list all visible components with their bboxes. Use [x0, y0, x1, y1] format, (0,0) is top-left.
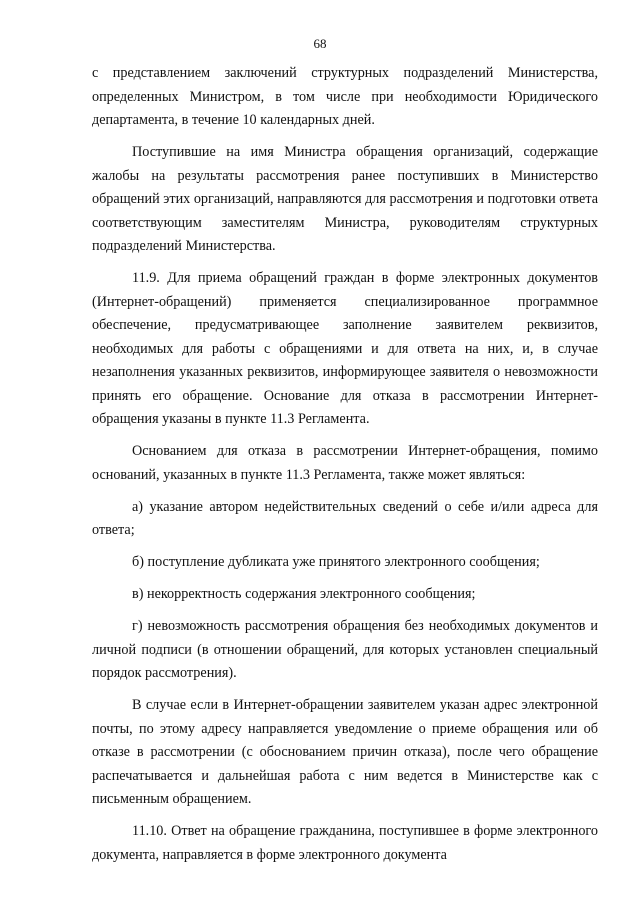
paragraph-11-9: 11.9. Для приема обращений граждан в форме электронных документов (Интернет-обращений) применяется специализированное программное обеспечение, предусматривающее заполнение заявителем реквизитов, необходимых для работы с обращениями и для ответа на них, и, в случае незаполнения указанных реквизитов, информирующее заявителя о невозможности принять его обращение. Основание для отказа в рассмотрении Интернет-обращения указаны в пункте 11.3 Регламента. — [92, 270, 598, 427]
paragraph-email-notification: В случае если в Интернет-обращении заявителем указан адрес электронной почты, по этому адресу направляется уведомление о приеме обращения или об отказе в рассмотрении (с обоснованием причин отказа), после чего обращение распечатывается и дальнейшая работа с ним ведется в Министерстве как с письменным обращением. — [92, 697, 598, 807]
paragraph-complaints: Поступившие на имя Министра обращения организаций, содержащие жалобы на результаты рассмотрения ранее поступивших в Министерство обращений этих организаций, направляются для рассмотрения и подготовки ответа соответствующим заместителям Министра, руководителям структурных подразделений Министерства. — [92, 144, 598, 254]
list-item-b: б) поступление дубликата уже принятого электронного сообщения; — [132, 554, 540, 570]
body-text — [92, 62, 598, 876]
list-item-v: в) некорректность содержания электронного сообщения; — [132, 586, 476, 602]
list-item-a: а) указание автором недействительных сведений о себе и/или адреса для ответа; — [92, 498, 598, 538]
paragraph-11-10: 11.10. Ответ на обращение гражданина, поступившее в форме электронного документа, направляется в форме электронного документа — [92, 823, 598, 863]
paragraph-refusal-grounds: Основанием для отказа в рассмотрении Интернет-обращения, помимо оснований, указанных в пункте 11.3 Регламента, также может являться: — [92, 443, 598, 483]
paragraph-continuation: с представлением заключений структурных подразделений Министерства, определенных Министром, в том числе при необходимости Юридического департамента, в течение 10 календарных дней. — [92, 65, 598, 128]
page-number: 68 — [313, 36, 327, 51]
list-item-g: г) невозможность рассмотрения обращения без необходимых документов и личной подписи (в отношении обращений, для которых установлен специальный порядок рассмотрения). — [92, 618, 598, 681]
